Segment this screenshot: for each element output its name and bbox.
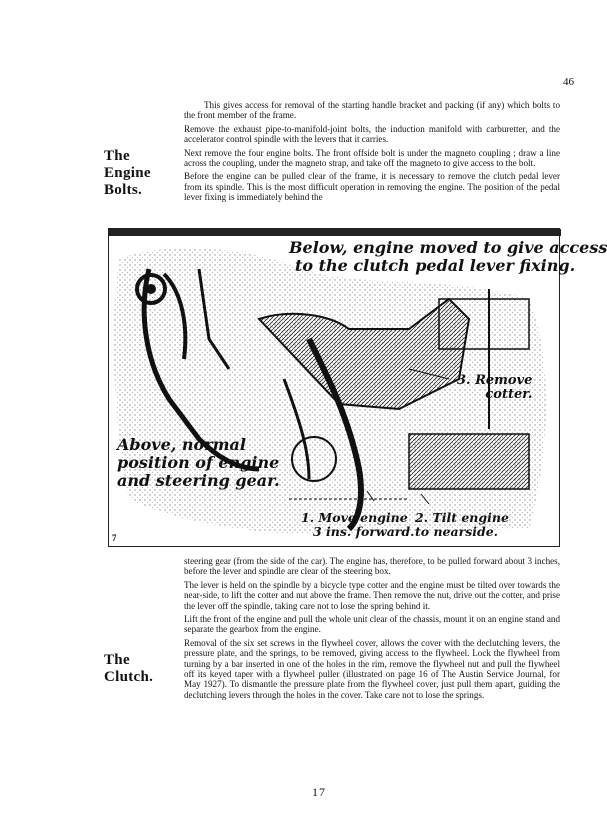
figure-number: 7: [112, 533, 117, 543]
caption-line: position of engine: [117, 453, 280, 472]
caption-line: 1. Move engine: [301, 510, 408, 525]
caption-line: to the clutch pedal lever fixing.: [295, 256, 576, 275]
caption-line: Above, normal: [117, 435, 246, 454]
caption-move-engine: [301, 511, 414, 539]
heading-line: Bolts.: [104, 182, 143, 198]
page-number: 46: [563, 76, 574, 88]
heading-line: The: [104, 652, 130, 668]
paragraph: Removal of the six set screws in the flywheel cover, allows the cover with the declutching levers, the pressure plate, and the springs, to be removed, giving access to the flywheel. Lock the flywheel from turning by a bar inserted in one of the holes in the rim, remove the flywheel nut and pull the flywheel off its keyed taper with a flywheel puller (illustrated on page 16 of The Austin Service Journal, for May 1927). To dismantle the pressure plate from the flywheel cover, just pull them apart, guiding the declutching levers through the holes in the cover. Take care not to lose the springs.: [184, 637, 560, 700]
clutch-heading: [104, 652, 153, 686]
caption-line: to nearside.: [415, 524, 499, 539]
heading-line: Engine: [104, 165, 151, 181]
heading-line: The: [104, 148, 130, 164]
engine-bolts-heading: [104, 148, 151, 199]
top-body-text: [184, 100, 560, 206]
paragraph: steering gear (from the side of the car). The engine has, therefore, to be pulled forward about 3 inches, before the lever and spindle are clear of the steering box.: [184, 556, 560, 577]
paragraph: Lift the front of the engine and pull the whole unit clear of the chassis, mount it on an engine stand and separate the gearbox from the engine.: [184, 614, 560, 635]
paragraph: The lever is held on the spindle by a bicycle type cotter and the engine must be tilted over towards the near-side, to lift the cotter and nut above the frame. Then remove the nut, drive out the cotter, and prise the lever off the spindle, taking care not to lose the spring behind it.: [184, 579, 560, 611]
caption-line: cotter.: [485, 387, 533, 402]
paragraph: Before the engine can be pulled clear of the frame, it is necessary to remove the clutch pedal lever from its spindle. This is the most difficult operation in removing the engine. The position of the pedal lever fixing is immediately behind the: [184, 171, 560, 203]
caption-line: 2. Tilt engine: [415, 510, 509, 525]
caption-below: [289, 239, 607, 275]
bottom-body-text: [184, 556, 560, 703]
caption-tilt-engine: [415, 511, 509, 539]
caption-above: [117, 436, 280, 490]
engine-illustration: [108, 228, 607, 547]
caption-line: 3 ins. forward.: [313, 524, 415, 539]
caption-line: and steering gear.: [117, 471, 280, 490]
paragraph: Next remove the four engine bolts. The front offside bolt is under the magneto coupling ; draw a line across the coupling, under the magneto strap, and take off the magneto to give access to the bolt.: [184, 147, 560, 169]
paragraph: Remove the exhaust pipe-to-manifold-joint bolts, the induction manifold with carburetter, and the accelerator control spindle with the levers that it carries.: [184, 123, 560, 145]
heading-line: Clutch.: [104, 669, 154, 685]
caption-remove-cotter: [457, 374, 532, 402]
paragraph: This gives access for removal of the starting handle bracket and packing (if any) which bolts to the front member of the frame.: [184, 100, 560, 121]
caption-line: 3. Remove: [457, 373, 533, 388]
footer-page-number: 17: [312, 785, 326, 799]
caption-line: Below, engine moved to give access: [289, 238, 607, 257]
